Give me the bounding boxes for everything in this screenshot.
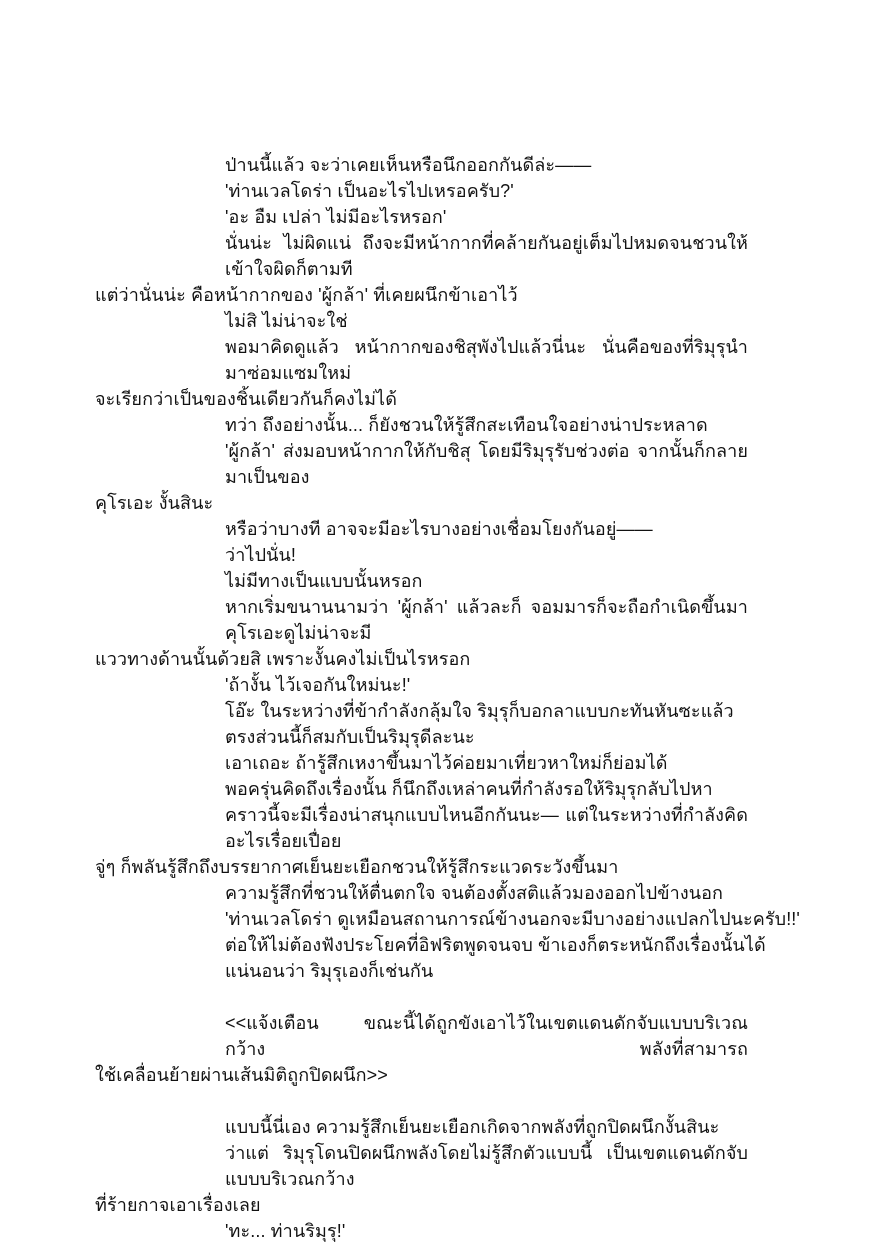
narration-line: ป่านนี้แล้ว จะว่าเคยเห็นหรือนึกออกกันดีล่ะ—— [225, 155, 592, 175]
narration-line: ตรงส่วนนี้ก็สมกับเป็นริมุรุดีละนะ [225, 727, 475, 747]
narration-line: แต่ว่านั่นน่ะ คือหน้ากากของ 'ผู้กล้า' ที่เคยผนึกข้าเอาไว้ [95, 285, 518, 305]
narration-line: หรือว่าบางที อาจจะมีอะไรบางอย่างเชื่อมโยงกันอยู่—— [225, 519, 653, 539]
narration-line: ความรู้สึกที่ชวนให้ตื่นตกใจ จนต้องตั้งสติแล้วมองออกไปข้างนอก [225, 883, 724, 903]
narration-line: ว่าไปนั่น! [225, 545, 297, 565]
narration-line: เอาเถอะ ถ้ารู้สึกเหงาขึ้นมาไว้ค่อยมาเที่ยวหาใหม่ก็ย่อมได้ [225, 753, 668, 773]
narration-line: ที่ร้ายกาจเอาเรื่องเลย [95, 1195, 261, 1215]
narration-line: คุโรเอะ งั้นสินะ [95, 493, 214, 513]
narration-line: แววทางด้านนั้นด้วยสิ เพราะงั้นคงไม่เป็นไรหรอก [95, 649, 471, 669]
dialogue-line: 'ท่านเวลโดร่า ดูเหมือนสถานการณ์ข้างนอกจะมีบางอย่างแปลกไปนะครับ!!' [225, 909, 800, 929]
narration-line: ไม่มีทางเป็นแบบนั้นหรอก [225, 571, 423, 591]
narration-line: ทว่า ถึงอย่างนั้น... ก็ยังชวนให้รู้สึกสะเทือนใจอย่างน่าประหลาด [225, 415, 708, 435]
narration-line: หากเริ่มขนานนามว่า 'ผู้กล้า' แล้วละก็ จอมมารก็จะถือกำเนิดขึ้นมา คุโรเอะดูไม่น่าจะมี [225, 597, 748, 643]
narration-line: ไม่สิ ไม่น่าจะใช่ [225, 311, 348, 331]
narration-line: 'ผู้กล้า' ส่งมอบหน้ากากให้กับชิสุ โดยมีริมุรุรับช่วงต่อ จากนั้นก็กลายมาเป็นของ [225, 441, 748, 487]
narration-line: แบบนี้นี่เอง ความรู้สึกเย็นยะเยือกเกิดจากพลังที่ถูกปิดผนึกงั้นสินะ [225, 1117, 720, 1137]
dialogue-line: 'ท่านเวลโดร่า เป็นอะไรไปเหรอครับ?' [225, 181, 514, 201]
blank-line [95, 984, 748, 1010]
dialogue-line: 'ถ้างั้น ไว้เจอกันใหม่นะ!' [225, 675, 411, 695]
narration-line: จะเรียกว่าเป็นของชิ้นเดียวกันก็คงไม่ได้ [95, 389, 397, 409]
dialogue-line: 'อะ อืม เปล่า ไม่มีอะไรหรอก' [225, 207, 447, 227]
narration-line: นั่นน่ะ ไม่ผิดแน่ ถึงจะมีหน้ากากที่คล้ายกันอยู่เต็มไปหมดจนชวนให้เข้าใจผิดก็ตามที [225, 233, 748, 279]
narration-line: ต่อให้ไม่ต้องฟังประโยคที่อิฟริตพูดจนจบ ข้าเองก็ตระหนักถึงเรื่องนั้นได้ [225, 935, 766, 955]
narration-line: คราวนี้จะมีเรื่องน่าสนุกแบบไหนอีกกันนะ— แต่ในระหว่างที่กำลังคิดอะไรเรื่อยเปื่อย [225, 805, 748, 851]
text-block [95, 152, 800, 1244]
narration-line: พอมาคิดดูแล้ว หน้ากากของชิสุพังไปแล้วนี่นะ นั่นคือของที่ริมุรุนำมาซ่อมแซมใหม่ [225, 337, 748, 383]
narration-line: โอ๊ะ ในระหว่างที่ข้ากำลังกลุ้มใจ ริมุรุก็บอกลาแบบกะทันหันซะแล้ว [225, 701, 734, 721]
narration-line: พอครุ่นคิดถึงเรื่องนั้น ก็นึกถึงเหล่าคนที่กำลังรอให้ริมุรุกลับไปหา [225, 779, 713, 799]
narration-line: แน่นอนว่า ริมุรุเองก็เช่นกัน [225, 961, 434, 981]
system-notice-line: <<แจ้งเตือน ขณะนี้ได้ถูกขังเอาไว้ในเขตแดนดักจับแบบบริเวณกว้าง พลังที่สามารถ [225, 1013, 748, 1059]
narration-line: จู่ๆ ก็พลันรู้สึกถึงบรรยากาศเย็นยะเยือกชวนให้รู้สึกระแวดระวังขึ้นมา [95, 857, 619, 877]
dialogue-line: 'ทะ... ท่านริมุรุ!' [225, 1221, 346, 1241]
blank-line [95, 1088, 748, 1114]
narration-line: ว่าแต่ ริมุรุโดนปิดผนึกพลังโดยไม่รู้สึกตัวแบบนี้ เป็นเขตแดนดักจับแบบบริเวณกว้าง [225, 1143, 748, 1189]
system-notice-line: ใช้เคลื่อนย้ายผ่านเส้นมิติถูกปิดผนึก>> [95, 1065, 388, 1085]
